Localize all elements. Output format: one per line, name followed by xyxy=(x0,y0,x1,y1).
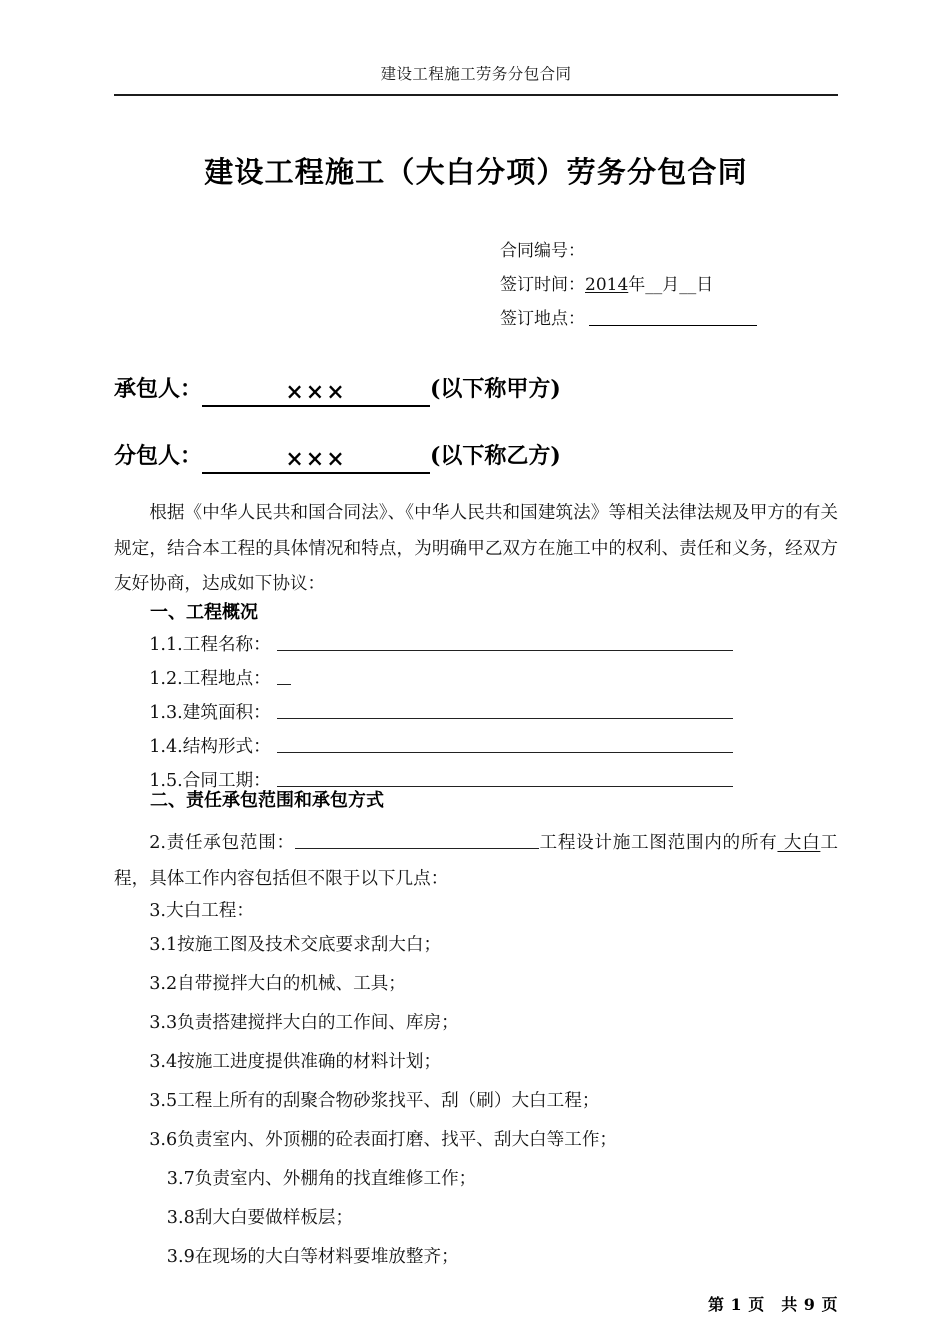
clause-3-item-4: 3.4按施工进度提供准确的材料计划； xyxy=(149,1052,442,1072)
section-heading-2: 二、责任承包范围和承包方式 xyxy=(150,790,384,811)
field-project-name-input[interactable] xyxy=(277,635,733,651)
subcontractor-label: 分包人： xyxy=(114,443,203,469)
clause-3-item-7: 3.7负责室内、外棚角的找直维修工作； xyxy=(166,1169,477,1189)
sign-date-row xyxy=(500,268,757,302)
intro-paragraph: 根据《中华人民共和国合同法》、《中华人民共和国建筑法》等相关法律法规及甲方的有关规定，结合本工程的具体情况和特点，为明确甲乙双方在施工中的权利、责任和义务，经双方友好协商，达成如下协议： xyxy=(114,503,838,594)
clause-2-input[interactable] xyxy=(295,833,539,849)
contract-meta-block xyxy=(500,234,757,336)
field-structure-type xyxy=(114,732,838,762)
clause-3-item-3: 3.3负责搭建搅拌大白的工作间、库房； xyxy=(149,1013,459,1033)
field-floor-area-label: 1.3.建筑面积： xyxy=(149,703,271,723)
sign-place-row xyxy=(500,302,757,336)
clause-3-item-8: 3.8刮大白要做样板层； xyxy=(166,1208,354,1228)
subcontractor-line xyxy=(114,441,561,474)
section-heading-1: 一、工程概况 xyxy=(150,602,258,623)
field-structure-type-label: 1.4.结构形式： xyxy=(149,737,271,757)
field-project-site xyxy=(114,664,838,694)
contract-number-row xyxy=(500,234,757,268)
contract-number-label: 合同编号： xyxy=(500,241,585,261)
contractor-line xyxy=(114,374,561,407)
field-project-name xyxy=(114,630,838,660)
field-project-site-input[interactable] xyxy=(277,669,291,685)
sign-place-input[interactable] xyxy=(589,309,757,326)
field-floor-area xyxy=(114,698,838,728)
clause-3-item-5: 3.5工程上所有的刮聚合物砂浆找平、刮（刷）大白工程； xyxy=(149,1091,600,1111)
field-structure-type-input[interactable] xyxy=(277,737,733,753)
page-footer: 第 1 页 共 9 页 xyxy=(707,1295,838,1314)
clause-3-item-1: 3.1按施工图及技术交底要求刮大白； xyxy=(149,935,442,955)
sign-place-label: 签订地点： xyxy=(500,309,585,329)
field-contract-duration-input[interactable] xyxy=(277,771,733,787)
clause-2-text-mid: 工程设计施工图范围内的所有 xyxy=(538,833,778,853)
contractor-label: 承包人： xyxy=(114,376,203,402)
contractor-input[interactable]: ××× xyxy=(202,379,430,407)
clause-3-item-2: 3.2自带搅拌大白的机械、工具； xyxy=(149,974,406,994)
clause-2-underlined-tail: 大白 xyxy=(777,833,821,853)
clause-2-scope xyxy=(114,826,838,897)
field-project-site-label: 1.2.工程地点： xyxy=(149,669,271,689)
clause-2-label: 2.责任承包范围： xyxy=(149,833,295,853)
clause-2-text-end: 工程，具体工作内容包括但不限于以下几点： xyxy=(114,833,838,889)
clause-3-heading: 3.大白工程： xyxy=(149,901,254,921)
field-floor-area-input[interactable] xyxy=(277,703,733,719)
page-title: 建设工程施工（大白分项）劳务分包合同 xyxy=(204,155,748,189)
sign-date-label: 签订时间： xyxy=(500,275,585,295)
subcontractor-suffix: (以下称乙方) xyxy=(430,443,561,469)
field-project-name-label: 1.1.工程名称： xyxy=(149,635,271,655)
running-header: 建设工程施工劳务分包合同 xyxy=(380,65,572,83)
contractor-suffix: (以下称甲方) xyxy=(430,376,561,402)
sign-date-year[interactable]: 2014 xyxy=(585,275,629,295)
field-contract-duration-label: 1.5.合同工期： xyxy=(149,771,271,791)
clause-3-item-9: 3.9在现场的大白等材料要堆放整齐； xyxy=(166,1247,459,1267)
subcontractor-input[interactable]: ××× xyxy=(202,446,430,474)
clause-3-item-6: 3.6负责室内、外顶棚的砼表面打磨、找平、刮大白等工作； xyxy=(149,1130,618,1150)
header-divider xyxy=(114,94,838,96)
sign-date-rest: 年__月__日 xyxy=(628,275,714,295)
